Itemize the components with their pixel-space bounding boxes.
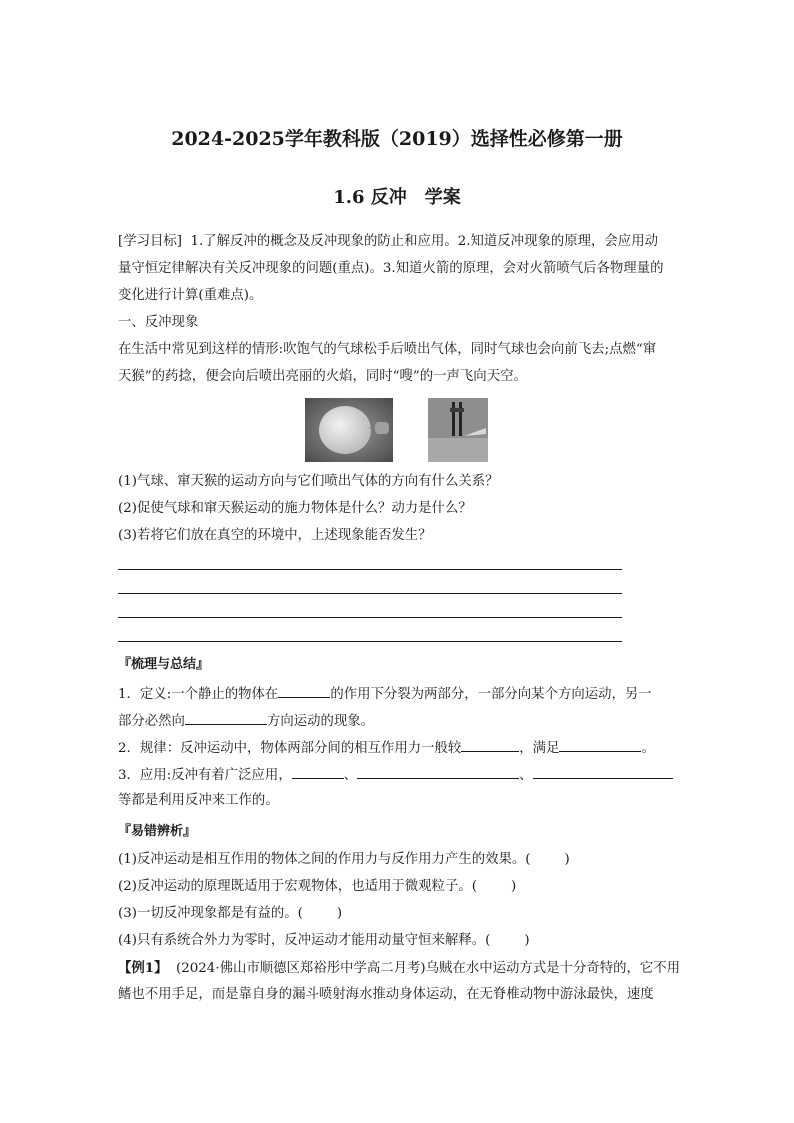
intro-line-2: 天猴”的药捻，便会向后喷出亮丽的火焰，同时“嗖”的一声飞向天空。 (118, 369, 527, 384)
document-subtitle: 1.6 反冲 学案 (333, 187, 461, 208)
summary-item-3-cont: 等都是利用反冲来工作的。 (118, 793, 279, 808)
fill-blank[interactable] (461, 738, 519, 752)
objectives-line-2: 量守恒定律解决有关反冲现象的问题(重点)。3.知道火箭的原理，会对火箭喷气后各物理量的 (118, 261, 664, 276)
section-heading: 一、反冲现象 (118, 315, 199, 330)
question-2: (2)促使气球和窜天猴运动的施力物体是什么？动力是什么？ (118, 501, 472, 516)
objectives-label: [学习目标] (118, 234, 183, 249)
document-title: 2024-2025学年教科版（2019）选择性必修第一册 (171, 128, 623, 150)
fill-blank[interactable] (357, 765, 519, 779)
fill-blank[interactable] (292, 765, 344, 779)
errors-heading: 『易错辨析』 (118, 824, 197, 839)
question-3: (3)若将它们放在真空的环境中，上述现象能否发生？ (118, 528, 432, 543)
error-item-1: (1)反冲运动是相互作用的物体之间的作用力与反作用力产生的效果。( ) (118, 852, 570, 867)
summary-heading: 『梳理与总结』 (118, 657, 210, 672)
error-item-3: (3)一切反冲现象都是有益的。( ) (118, 906, 343, 921)
objectives-line-1: [学习目标] 1.了解反冲的概念及反冲现象的防止和应用。2.知道反冲现象的原理，会应用动 (118, 234, 658, 249)
answer-line (118, 569, 622, 570)
summary-item-2: 2．规律：反冲运动中，物体两部分间的相互作用力一般较 ，满足 。 (118, 738, 684, 758)
objectives-line-3: 变化进行计算(重难点)。 (118, 288, 263, 303)
summary-item-3: 3．应用:反冲有着广泛应用， 、 、 (118, 765, 684, 785)
example-line-1: 【例1】 (2024·佛山市顺德区郑裕彤中学高二月考)乌贼在水中运动方式是十分奇特的，它不用 (118, 960, 681, 976)
error-item-4: (4)只有系统合外力为零时，反冲运动才能用动量守恒来解释。( ) (118, 933, 530, 948)
fill-blank[interactable] (533, 765, 673, 779)
error-item-2: (2)反冲运动的原理既适用于宏观物体，也适用于微观粒子。( ) (118, 879, 517, 894)
example-line-2: 鳍也不用手足，而是靠自身的漏斗喷射海水推动身体运动，在无脊椎动物中游泳最快，速度 (118, 987, 654, 1002)
fill-blank[interactable] (278, 684, 330, 698)
summary-item-1-cont: 部分必然向 方向运动的现象。 (118, 711, 684, 731)
intro-line-1: 在生活中常见到这样的情形:吹饱气的气球松手后喷出气体，同时气球也会向前飞去;点燃“窜 (118, 342, 657, 357)
example-label: 【例1】 (118, 960, 168, 976)
fill-blank[interactable] (185, 711, 267, 725)
fill-blank[interactable] (559, 738, 641, 752)
summary-item-1: 1．定义:一个静止的物体在 的作用下分裂为两部分，一部分向某个方向运动，另一 (118, 684, 684, 704)
answer-line (118, 593, 622, 594)
answer-line (118, 617, 622, 618)
answer-line (118, 641, 622, 642)
balloon-photo (305, 398, 393, 462)
question-1: (1)气球、窜天猴的运动方向与它们喷出气体的方向有什么关系？ (118, 474, 499, 489)
firecracker-photo (428, 398, 488, 462)
